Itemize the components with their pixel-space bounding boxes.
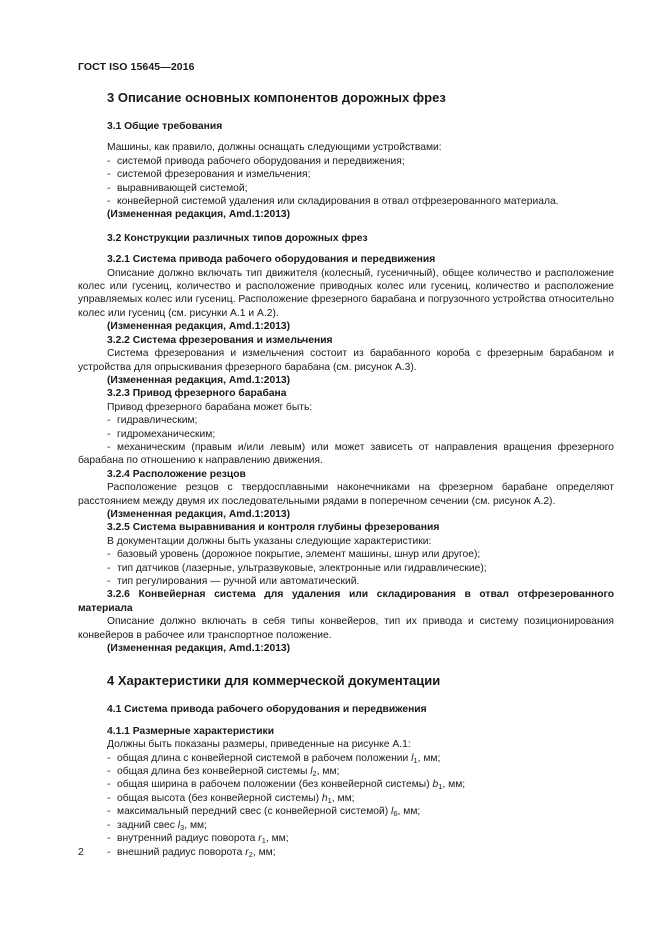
dash-marker: - xyxy=(107,428,111,440)
list-item: - системой фрезерования и измельчения; xyxy=(107,169,311,181)
dash-marker: - xyxy=(107,169,111,181)
section-3-2-4-title: 3.2.4 Расположение резцов xyxy=(107,468,246,480)
dash-marker: - xyxy=(107,562,111,574)
dash-marker: - xyxy=(107,441,111,453)
dash-marker: - xyxy=(107,415,111,427)
section-4-1-1-title: 4.1.1 Размерные характеристики xyxy=(107,725,275,737)
section-4-title: 4 Характеристики для коммерческой документации xyxy=(107,673,441,689)
list-item: - гидромеханическим; xyxy=(107,428,216,440)
dash-marker: - xyxy=(107,576,111,587)
amendment-note: (Измененная редакция, Amd.1:2013) xyxy=(107,508,291,520)
section-3-2-2-title: 3.2.2 Система фрезерования и измельчения xyxy=(107,334,333,346)
dash-marker: - xyxy=(107,806,111,818)
dimension-item: - внутренний радиус поворота $r_1$, мм; xyxy=(107,833,289,846)
dimension-item: - задний свес $l_3$, мм; xyxy=(107,819,207,832)
paragraph: Описание должно включать тип движителя (колесный, гусеничный), общее количество и расположение колес или гусениц, количество и расположение приводных колес или гусениц, количество и расположение управляемых колес или гусениц. Расположение фрезерного барабана и погрузочного устройства относительно колес или гусениц (см. рисунки А.1 и А.2). xyxy=(78,267,614,319)
list-item: - базовый уровень (дорожное покрытие, элемент машины, шнур или другое); xyxy=(107,549,481,561)
dash-marker: - xyxy=(107,766,111,778)
section-3-2-5-title: 3.2.5 Система выравнивания и контроля глубины фрезерования xyxy=(107,522,440,534)
dimension-item: - общая длина с конвейерной системой в рабочем положении $l_1$, мм; xyxy=(107,752,441,765)
paragraph: Расположение резцов с твердосплавными наконечниками на фрезерном барабане определяют расстоянием между двумя их последовательными рядами в поперечном сечении (см. рисунок А.2). xyxy=(78,482,614,507)
dimensions-list xyxy=(78,752,614,859)
paragraph: Описание должно включать в себя типы конвейеров, тип их привода и систему позиционирования конвейеров в рабочее или транспортное положение. xyxy=(78,616,614,641)
section-3-2-3-title: 3.2.3 Привод фрезерного барабана xyxy=(107,388,287,400)
paragraph: Система фрезерования и измельчения состоит из барабанного короба с фрезерным барабаном и устройства для опрыскивания фрезерного барабана (см. рисунок А.3). xyxy=(78,348,614,373)
list-item: - механическим (правым и/или левым) или может зависеть от направления вращения фрезерного барабана по отношению к направлению движения. xyxy=(78,441,614,467)
paragraph: Должны быть показаны размеры, приведенные на рисунке А.1: xyxy=(107,739,411,751)
dimension-symbol: $l_1$ xyxy=(411,752,418,765)
dash-marker: - xyxy=(107,182,111,194)
dimension-symbol: $r_1$ xyxy=(258,833,266,846)
dash-marker: - xyxy=(107,752,111,764)
dimension-symbol: $r_2$ xyxy=(245,846,253,859)
dash-marker: - xyxy=(107,155,111,167)
dash-marker: - xyxy=(107,779,111,791)
amendment-note: (Измененная редакция, Amd.1:2013) xyxy=(107,374,291,386)
page-number: 2 xyxy=(78,846,84,858)
dash-marker: - xyxy=(107,833,111,845)
section-3-1-title: 3.1 Общие требования xyxy=(107,121,223,132)
dash-marker: - xyxy=(107,196,111,208)
dimension-item: - внешний радиус поворота $r_2$, мм; xyxy=(107,846,276,859)
paragraph: Привод фрезерного барабана может быть: xyxy=(107,401,313,413)
document-header: ГОСТ ISO 15645—2016 xyxy=(78,61,195,73)
dimension-item: - общая ширина в рабочем положении (без конвейерной системы) $b_1$, мм; xyxy=(107,779,466,792)
list-item: - гидравлическим; xyxy=(107,415,198,427)
amendment-note: (Измененная редакция, Amd.1:2013) xyxy=(107,209,291,221)
document-body xyxy=(78,90,614,859)
dimension-symbol: $b_1$ xyxy=(432,779,443,792)
dash-marker: - xyxy=(107,549,111,561)
list-item: - тип датчиков (лазерные, ультразвуковые, электронные или гидравлические); xyxy=(107,562,487,574)
list-item: - тип регулирования — ручной или автоматический. xyxy=(107,576,360,587)
section-3-2-title: 3.2 Конструкции различных типов дорожных фрез xyxy=(107,232,368,244)
dimension-item: - максимальный передний свес (с конвейерной системой) $l_6$, мм; xyxy=(107,806,421,819)
dimension-item: - общая высота (без конвейерной системы) $h_1$, мм; xyxy=(107,792,355,805)
paragraph: В документации должны быть указаны следующие характеристики: xyxy=(107,535,432,547)
dash-marker: - xyxy=(107,792,111,804)
list-item: - конвейерной системой удаления или складирования в отвал отфрезерованного материала. xyxy=(107,196,559,208)
dimension-symbol: $h_1$ xyxy=(321,792,332,805)
dimension-item: - общая длина без конвейерной системы $l_2$, мм; xyxy=(107,766,340,779)
dash-marker: - xyxy=(107,819,111,831)
list-item: - системой привода рабочего оборудования и передвижения; xyxy=(107,155,405,167)
section-3-title: 3 Описание основных компонентов дорожных фрез xyxy=(107,90,446,105)
section-3-2-1-title: 3.2.1 Система привода рабочего оборудования и передвижения xyxy=(107,254,436,266)
amendment-note: (Измененная редакция, Amd.1:2013) xyxy=(107,321,291,333)
paragraph: Машины, как правило, должны оснащать следующими устройствами: xyxy=(107,142,442,154)
dash-marker: - xyxy=(107,846,111,858)
dimension-symbol: $l_3$ xyxy=(177,819,185,832)
dimension-symbol: $l_6$ xyxy=(391,806,398,819)
list-item: - выравнивающей системой; xyxy=(107,182,248,194)
amendment-note: (Измененная редакция, Amd.1:2013) xyxy=(107,643,291,655)
section-3-2-6-title: 3.2.6 Конвейерная система для удаления или складирования в отвал отфрезерованного материала xyxy=(78,589,614,614)
section-4-1-title: 4.1 Система привода рабочего оборудования и передвижения xyxy=(107,704,427,716)
dimension-symbol: $l_2$ xyxy=(310,766,317,779)
